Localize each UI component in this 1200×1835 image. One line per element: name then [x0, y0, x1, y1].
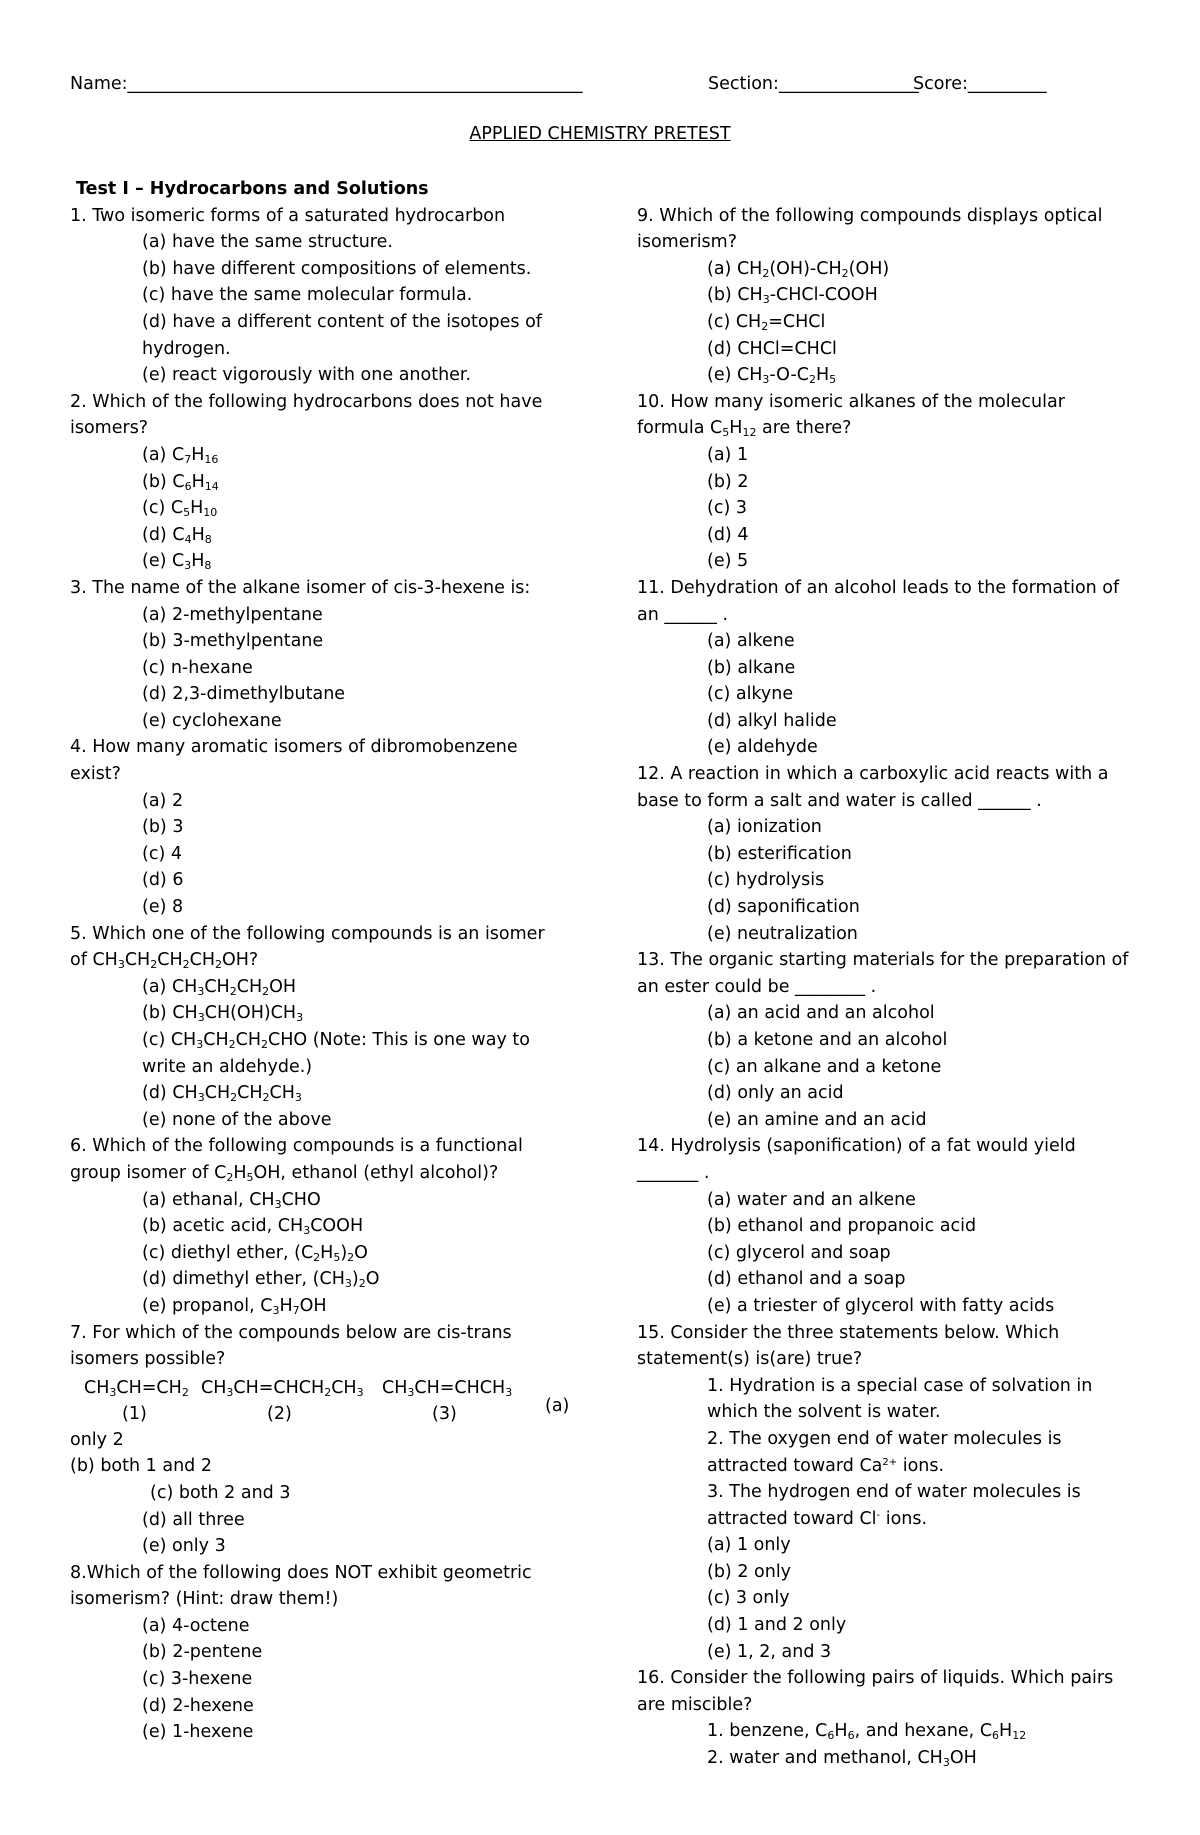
option-a: (a) an acid and an alcohol: [707, 1003, 935, 1024]
option-d: (d) 2,3-dimethylbutane: [142, 684, 346, 705]
question-text: 13. The organic starting materials for the preparation of: [637, 950, 1129, 971]
option-e: (e) react vigorously with one another.: [142, 365, 472, 386]
question-text-cont: isomers possible?: [70, 1349, 226, 1370]
option-d: (d) 1 and 2 only: [707, 1615, 847, 1636]
structure-3: $CH_3CH=CHCH_3$: [382, 1377, 513, 1399]
question-text: 14. Hydrolysis (saponification) of a fat would yield: [637, 1136, 1076, 1157]
option-e: (e) an amine and an acid: [707, 1109, 927, 1130]
option-b: (b) acetic acid, $CH_3COOH$: [142, 1216, 364, 1238]
score-field: Score:_________: [913, 74, 1047, 94]
question-text: 7. For which of the compounds below are cis-trans: [70, 1322, 512, 1343]
question-13: [637, 947, 1137, 1133]
question-2: [70, 389, 560, 575]
option-b: (b) ethanol and propanoic acid: [707, 1216, 977, 1237]
option-c: (c) 3 only: [707, 1588, 790, 1609]
option-b: (b) 2 only: [707, 1561, 792, 1582]
question-text: 4. How many aromatic isomers of dibromobenzene: [70, 737, 518, 758]
question-12: [637, 761, 1137, 947]
question-text: 8.Which of the following does NOT exhibit geometric: [70, 1562, 532, 1583]
option-a: (a) 2-methylpentane: [142, 604, 323, 625]
option-e: (e) 5: [707, 551, 749, 572]
statement-1: 1. Hydration is a special case of solvation in: [707, 1375, 1093, 1396]
option-c: (c) glycerol and soap: [707, 1242, 891, 1263]
question-text: 2. Which of the following hydrocarbons does not have: [70, 391, 543, 412]
header-fields: [70, 74, 1130, 100]
option-d: (d) $C_4H_8$: [142, 524, 212, 546]
pair-2: 2. water and methanol, $CH_3OH$: [707, 1748, 977, 1770]
structure-3-label: (3): [432, 1403, 457, 1424]
option-b: (b) both 1 and 2: [70, 1456, 212, 1477]
option-d: (d) CHCl=CHCl: [707, 338, 837, 359]
question-text: 12. A reaction in which a carboxylic acid reacts with a: [637, 764, 1109, 785]
question-text-cont: of $CH_3CH_2CH_2CH_2OH$?: [70, 950, 259, 972]
option-b: (b) $C_6H_{14}$: [142, 471, 219, 493]
option-c: (c) n-hexane: [142, 657, 253, 678]
option-d: (d) $CH_3CH_2CH_2CH_3$: [142, 1083, 302, 1105]
option-c: (c) an alkane and a ketone: [707, 1056, 942, 1077]
option-e: (e) propanol, $C_3H_7OH$: [142, 1295, 327, 1317]
option-e: (e) neutralization: [707, 923, 858, 944]
question-text-cont: exist?: [70, 764, 121, 785]
question-text: 10. How many isomeric alkanes of the molecular: [637, 391, 1065, 412]
question-1: [70, 203, 560, 389]
option-c-cont: write an aldehyde.): [142, 1056, 313, 1077]
question-text: 16. Consider the following pairs of liquids. Which pairs: [637, 1668, 1114, 1689]
option-c: (c) 3-hexene: [142, 1669, 253, 1690]
page-title: APPLIED CHEMISTRY PRETEST: [469, 124, 731, 144]
question-7: [70, 1320, 570, 1560]
question-8: [70, 1560, 560, 1746]
statement-2: 2. The oxygen end of water molecules is: [707, 1428, 1062, 1449]
option-a: (a) $CH_3CH_2CH_2OH$: [142, 976, 297, 998]
question-text-cont: isomerism? (Hint: draw them!): [70, 1589, 339, 1610]
structure-2: $CH_3CH=CHCH_2CH_3$: [201, 1377, 364, 1399]
option-d: (d) 6: [142, 870, 184, 891]
question-5: [70, 921, 560, 1134]
option-a: (a) ionization: [707, 817, 822, 838]
question-6: [70, 1133, 560, 1319]
option-a-cont: only 2: [70, 1429, 124, 1450]
option-a: (a) 1: [707, 444, 749, 465]
question-text: 9. Which of the following compounds displays optical: [637, 205, 1103, 226]
option-c: (c) have the same molecular formula.: [142, 285, 473, 306]
question-text-cont: an ______ .: [637, 604, 729, 625]
question-text: 1. Two isomeric forms of a saturated hydrocarbon: [70, 205, 506, 226]
question-11: [637, 575, 1137, 761]
option-a: (a) have the same structure.: [142, 232, 393, 253]
option-d: (d) ethanol and a soap: [707, 1269, 906, 1290]
option-c: (c) diethyl ether, $(C_2H_5)_2O$: [142, 1242, 368, 1264]
question-text: 6. Which of the following compounds is a functional: [70, 1136, 523, 1157]
option-d: (d) have a different content of the isotopes of: [142, 311, 542, 332]
option-b: (b) $CH_3-CHCl$-COOH: [707, 285, 878, 307]
option-d: (d) saponification: [707, 897, 860, 918]
question-4: [70, 734, 560, 920]
option-c: (c) 3: [707, 498, 747, 519]
option-d: (d) dimethyl ether, $(CH_3)_2O$: [142, 1269, 380, 1291]
option-a: (a) $C_7H_{16}$: [142, 444, 219, 466]
question-15: [637, 1320, 1137, 1666]
option-e: (e) cyclohexane: [142, 710, 282, 731]
option-c: (c) hydrolysis: [707, 870, 825, 891]
option-a: (a) water and an alkene: [707, 1189, 916, 1210]
question-text-cont: group isomer of $C_2H_5OH$, ethanol (ethyl alcohol)?: [70, 1162, 499, 1184]
option-c: (c) $CH_3CH_2CH_2CHO$ (Note: This is one way to: [142, 1030, 530, 1051]
option-b: (b) 3-methylpentane: [142, 631, 324, 652]
question-9: [637, 203, 1137, 389]
question-text-cont: are miscible?: [637, 1694, 753, 1715]
option-b: (b) $CH_3CH(OH)CH_3$: [142, 1003, 304, 1025]
statement-3: 3. The hydrogen end of water molecules is: [707, 1482, 1081, 1503]
option-d: (d) 4: [707, 524, 749, 545]
option-e: (e) only 3: [142, 1536, 226, 1557]
option-d: (d) only an acid: [707, 1083, 844, 1104]
option-c: (c) $C_5H_{10}$: [142, 498, 218, 520]
option-c: (c) both 2 and 3: [150, 1482, 291, 1503]
option-a: (a) alkene: [707, 631, 795, 652]
option-d: (d) alkyl halide: [707, 710, 837, 731]
question-10: [637, 389, 1137, 575]
option-e: (e) 1-hexene: [142, 1722, 254, 1743]
option-a: (a) 2: [142, 790, 184, 811]
structure-2-label: (2): [267, 1403, 292, 1424]
statement-2-cont: attracted toward $Ca^{2+}$ ions.: [707, 1455, 945, 1476]
question-text: 11. Dehydration of an alcohol leads to the formation of: [637, 577, 1120, 598]
option-e: (e) aldehyde: [707, 737, 818, 758]
question-text: 5. Which one of the following compounds is an isomer: [70, 923, 545, 944]
statement-1-cont: which the solvent is water.: [707, 1402, 941, 1423]
question-text-cont: _______ .: [637, 1162, 710, 1183]
option-b: (b) 2: [707, 471, 749, 492]
pair-1: 1. benzene, $C_6H_6$, and hexane, $C_6H_{12}$: [707, 1721, 1027, 1743]
option-e: (e) $C_3H_8$: [142, 551, 212, 573]
option-c: (c) $CH_2=CHCl$: [707, 311, 826, 333]
name-field: Name:____________________________________________________: [70, 74, 583, 94]
test-title: Test I – Hydrocarbons and Solutions: [76, 179, 429, 199]
left-column: [70, 176, 570, 1746]
question-text-cont: isomerism?: [637, 232, 738, 253]
structures-row: [70, 1373, 570, 1427]
option-b: (b) a ketone and an alcohol: [707, 1030, 948, 1050]
option-a: (a) $CH_2(OH)-CH_2(OH)$: [707, 258, 890, 280]
option-c: (c) alkyne: [707, 684, 794, 705]
statement-3-cont: attracted toward Cl- ions.: [707, 1508, 928, 1529]
option-c: (c) 4: [142, 843, 182, 864]
question-text-cont: isomers?: [70, 418, 149, 439]
option-b: (b) alkane: [707, 657, 796, 678]
option-b: (b) 2-pentene: [142, 1642, 263, 1663]
question-16: [637, 1665, 1137, 1771]
structure-1: $CH_3CH=CH_2$: [84, 1377, 189, 1399]
question-text-cont: an ester could be ________ .: [637, 976, 877, 997]
option-d: (d) 2-hexene: [142, 1695, 254, 1716]
question-text: 3. The name of the alkane isomer of cis-3-hexene is:: [70, 577, 531, 598]
option-b: (b) esterification: [707, 843, 852, 864]
question-text-cont: base to form a salt and water is called ______ .: [637, 790, 1042, 811]
option-a: (a): [545, 1395, 570, 1416]
option-e: (e) a triester of glycerol with fatty acids: [707, 1295, 1055, 1316]
option-b: (b) 3: [142, 817, 184, 838]
option-e: (e) 1, 2, and 3: [707, 1641, 832, 1662]
question-text-cont: statement(s) is(are) true?: [637, 1349, 863, 1370]
question-text: 15. Consider the three statements below. Which: [637, 1322, 1060, 1343]
option-a: (a) 1 only: [707, 1535, 791, 1556]
section-field: Section:________________: [708, 74, 919, 94]
option-e: (e) none of the above: [142, 1109, 332, 1130]
option-d-cont: hydrogen.: [142, 338, 231, 359]
option-e: (e) $CH_3-O-C_2H_5$: [707, 365, 837, 387]
option-e: (e) 8: [142, 897, 184, 918]
structure-1-label: (1): [122, 1403, 147, 1424]
question-14: [637, 1133, 1137, 1319]
question-text-cont: formula $C_5H_{12}$ are there?: [637, 418, 852, 440]
option-d: (d) all three: [142, 1509, 245, 1530]
right-column: [637, 176, 1137, 1772]
option-a: (a) ethanal, $CH_3CHO$: [142, 1189, 321, 1211]
option-a: (a) 4-octene: [142, 1615, 250, 1636]
option-b: (b) have different compositions of elements.: [142, 258, 532, 279]
question-3: [70, 575, 560, 735]
